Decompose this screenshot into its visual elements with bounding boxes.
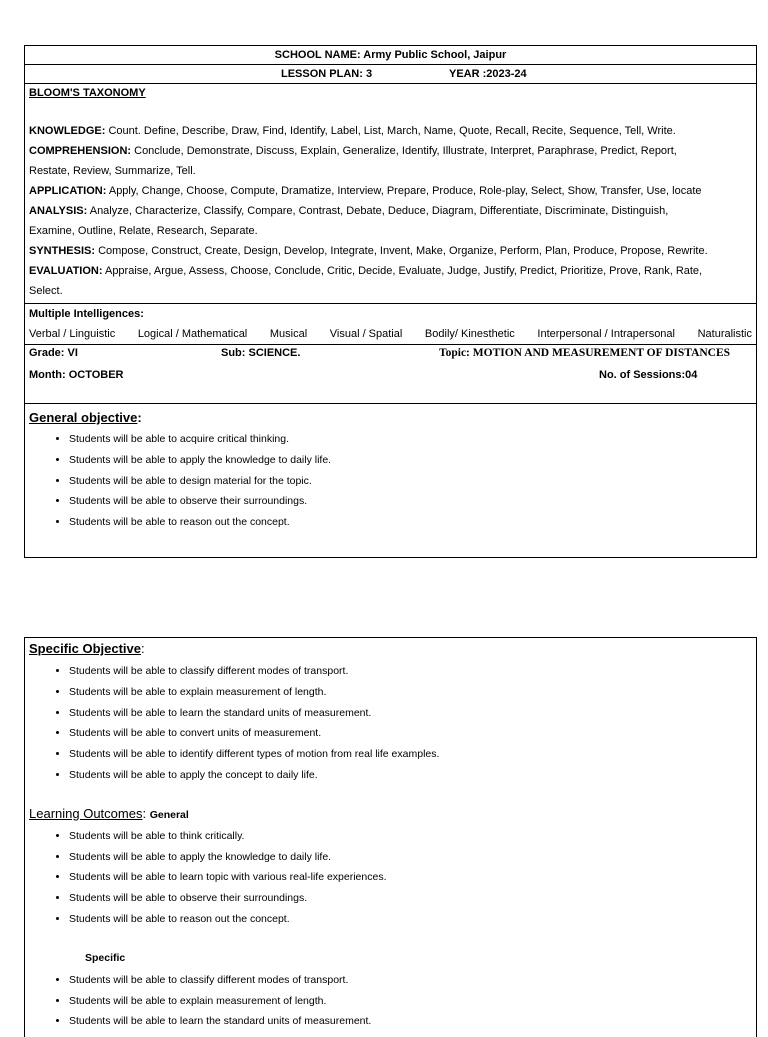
month: Month: OCTOBER — [29, 369, 124, 381]
intelligences-list — [29, 324, 752, 344]
grade-info-section — [25, 345, 756, 404]
list-item: • Students will be able to convert units of measurement. — [69, 723, 752, 744]
multiple-intelligences-section — [25, 304, 756, 345]
learning-outcomes-heading: Learning Outcomes: General — [29, 805, 189, 821]
spacer — [29, 930, 752, 948]
list-item: • Students will be able to learn the standard units of measurement. — [69, 703, 752, 724]
bloom-taxonomy-section — [25, 84, 756, 304]
list-item: • Students will be able to observe their surroundings. — [69, 491, 752, 512]
intelligences-title: Multiple Intelligences: — [29, 308, 144, 320]
specific-outcomes-list — [29, 970, 752, 1032]
list-item: • Students will be able to learn topic with various real-life experiences. — [69, 867, 752, 888]
bloom-line: SYNTHESIS: Compose, Construct, Create, Design, Develop, Integrate, Invent, Make, Organize, Perform, Plan, Produce, Propose, Rewrite. — [29, 245, 708, 257]
list-item: • Students will be able to reason out the concept. — [69, 909, 752, 930]
intelligence-item: Naturalistic — [697, 328, 752, 340]
specific-objective-heading: Specific Objective: — [29, 641, 145, 656]
list-item: • Students will be able to think critically. — [69, 826, 752, 847]
bloom-line: Select. — [29, 285, 63, 297]
general-outcomes-list — [29, 826, 752, 930]
general-objective-section — [25, 404, 756, 533]
lesson-plan-header-box — [24, 45, 757, 558]
lesson-plan-number: LESSON PLAN: 3 — [281, 68, 373, 80]
bloom-line: APPLICATION: Apply, Change, Choose, Compute, Dramatize, Interview, Prepare, Produce, Role-play, Select, Show, Transfer, Use, locate — [29, 185, 702, 197]
intelligence-item: Bodily/ Kinesthetic — [424, 328, 515, 340]
list-item: • Students will be able to classify different modes of transport. — [69, 661, 752, 682]
bloom-title: BLOOM'S TAXONOMY — [29, 87, 146, 99]
general-objective-heading: General objective: — [29, 410, 142, 425]
specific-outcomes-label: Specific — [85, 951, 126, 964]
bloom-line: ANALYSIS: Analyze, Characterize, Classify, Compare, Contrast, Debate, Deduce, Diagram, Differentiate, Discriminate, Distinguish, — [29, 205, 669, 217]
list-item: • Students will be able to identify different types of motion from real life examples. — [69, 744, 752, 765]
list-item: • Students will be able to observe their surroundings. — [69, 888, 752, 909]
list-item: • Students will be able to apply the knowledge to daily life. — [69, 450, 752, 471]
lesson-year-row — [25, 65, 756, 84]
sessions: No. of Sessions:04 — [599, 369, 698, 381]
intelligence-item: Musical — [269, 328, 308, 340]
school-name-row — [25, 46, 756, 65]
year: YEAR :2023-24 — [449, 68, 527, 80]
spacer — [29, 102, 752, 121]
specific-objective-list — [29, 661, 752, 786]
list-item: • Students will be able to explain measurement of length. — [69, 682, 752, 703]
objectives-box — [24, 637, 757, 1037]
list-item: • Students will be able to apply the knowledge to daily life. — [69, 847, 752, 868]
list-item: • Students will be able to explain measurement of length. — [69, 991, 752, 1012]
bloom-line: COMPREHENSION: Conclude, Demonstrate, Discuss, Explain, Generalize, Identify, Illustrate, Interpret, Paraphrase, Predict, Report, — [29, 145, 677, 157]
specific-objective-section — [25, 638, 756, 1032]
list-item: • Students will be able to design material for the topic. — [69, 471, 752, 492]
intelligence-item: Interpersonal / Intrapersonal — [537, 328, 675, 340]
list-item: • Students will be able to reason out the concept. — [69, 512, 752, 533]
intelligence-item: Logical / Mathematical — [137, 328, 248, 340]
intelligence-item: Verbal / Linguistic — [29, 328, 116, 340]
general-objective-list — [29, 429, 752, 533]
bloom-line: EVALUATION: Appraise, Argue, Assess, Choose, Conclude, Critic, Decide, Evaluate, Judge, Justify, Predict, Prioritize, Prove, Rank, Rate, — [29, 265, 703, 277]
intelligence-item: Visual / Spatial — [329, 328, 403, 340]
bloom-line: Restate, Review, Summarize, Tell. — [29, 165, 196, 177]
list-item: • Students will be able to acquire critical thinking. — [69, 429, 752, 450]
topic: Topic: MOTION AND MEASUREMENT OF DISTANCES — [439, 347, 731, 359]
bloom-line: Examine, Outline, Relate, Research, Separate. — [29, 225, 258, 237]
grade: Grade: VI — [29, 347, 78, 359]
bloom-line: KNOWLEDGE: Count. Define, Describe, Draw, Find, Identify, Label, List, March, Name, Quote, Recall, Recite, Sequence, Tell, Write. — [29, 125, 676, 137]
school-name: SCHOOL NAME: Army Public School, Jaipur — [274, 49, 507, 61]
list-item: • Students will be able to apply the concept to daily life. — [69, 765, 752, 786]
list-item: • Students will be able to learn the standard units of measurement. — [69, 1011, 752, 1032]
list-item: • Students will be able to classify different modes of transport. — [69, 970, 752, 991]
subject: Sub: SCIENCE. — [221, 347, 301, 359]
spacer — [29, 786, 752, 803]
